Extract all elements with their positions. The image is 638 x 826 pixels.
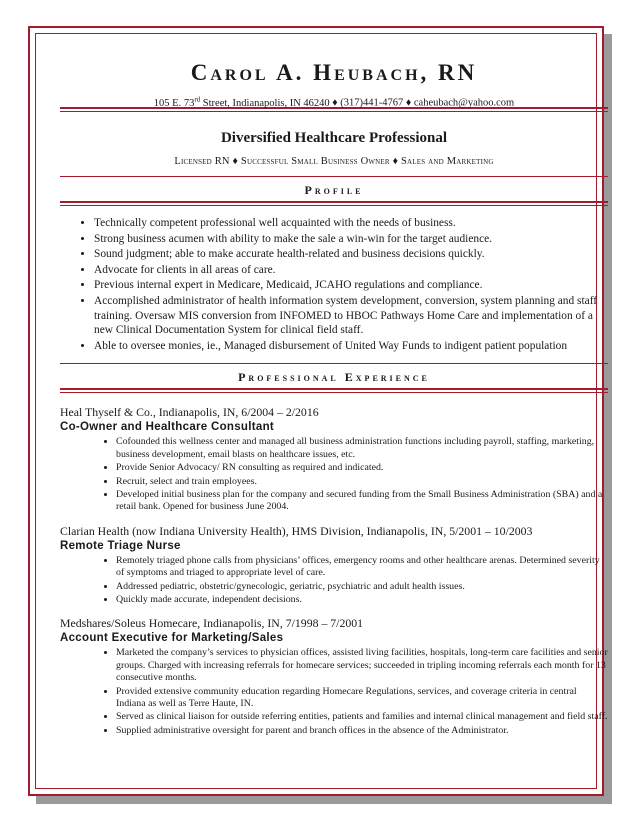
job-entry: [60, 524, 608, 607]
email-link[interactable]: caheubach@yahoo.com: [413, 97, 515, 109]
contact-separator: ♦: [403, 97, 414, 109]
experience-heading: Professional Experience: [238, 370, 430, 385]
job-org: Heal Thyself & Co., Indianapolis, IN, 6/2004 – 2/2016: [60, 405, 319, 420]
list-item: • Marketed the company’s services to physician offices, assisted living facilities, hospitals, long-term care facilities and senior groups. Charged with increasing referrals for homecare services; succeeded in tripling incoming referrals each month for 13 consecutive months.: [116, 647, 608, 684]
contact-separator: ♦: [329, 97, 341, 109]
phone: (317)441-4767: [340, 97, 404, 109]
job-org: Clarian Health (now Indiana University Health), HMS Division, Indianapolis, IN, 5/2001 – 10/2003: [60, 523, 533, 538]
job-title: Remote Triage Nurse: [60, 539, 181, 552]
job-duties: [60, 436, 608, 513]
list-item: • Previous internal expert in Medicare, Medicaid, JCAHO regulations and compliance.: [94, 278, 608, 293]
job-org: Medshares/Soleus Homecare, Indianapolis, IN, 7/1998 – 7/2001: [60, 616, 364, 631]
list-item: • Advocate for clients in all areas of care.: [94, 263, 608, 278]
list-item: • Provided extensive community education regarding Homecare Regulations, services, and coverage criteria in central Indiana as well as Terre Haute, IN.: [116, 686, 608, 711]
profile-heading: Profile: [304, 183, 364, 197]
list-item: • Quickly made accurate, independent decisions.: [116, 594, 608, 606]
list-item: • Technically competent professional well acquainted with the needs of business.: [94, 216, 608, 231]
experience-divider-top: [60, 363, 608, 364]
candidate-name: Carol A. Heubach, RN: [190, 60, 478, 85]
job-title: Account Executive for Marketing/Sales: [60, 632, 284, 645]
contact-line: [60, 91, 608, 107]
profile-divider-bottom: [60, 201, 608, 206]
list-item: • Cofounded this wellness center and managed all business administration functions including payroll, staffing, marketing, business development, email blasts on healthcare issues, etc.: [116, 436, 608, 461]
list-item: • Developed initial business plan for the company and secured funding from the Small Business Administration (SBA) and a retail bank. Opened for business June 2004.: [116, 489, 608, 514]
job-duties: [60, 555, 608, 607]
experience-divider-bottom: [60, 388, 608, 393]
job-entry: [60, 405, 608, 513]
list-item: • Able to oversee monies, ie., Managed disbursement of United Way Funds to indigent patient population: [94, 339, 608, 354]
list-item: • Supplied administrative oversight for parent and branch offices in the absence of the Administrator.: [116, 725, 608, 737]
headline: Diversified Healthcare Professional: [220, 130, 448, 146]
list-item: • Addressed pediatric, obstetric/gynecologic, geriatric, psychiatric and adult health issues.: [116, 581, 608, 593]
subheadline: Licensed RN ♦ Successful Small Business Owner ♦ Sales and Marketing: [174, 156, 494, 167]
job-duties: [60, 647, 608, 737]
profile-list: [60, 216, 608, 353]
resume-content: [60, 58, 608, 738]
list-item: • Provide Senior Advocacy/ RN consulting as required and indicated.: [116, 462, 608, 474]
list-item: • Served as clinical liaison for outside referring entities, patients and families and internal clinical management and field staff.: [116, 711, 608, 723]
job-title: Co-Owner and Healthcare Consultant: [60, 421, 275, 434]
address: 105 E. 73rd Street, Indianapolis, IN 46240: [153, 95, 330, 109]
job-entry: [60, 616, 608, 737]
list-item: • Accomplished administrator of health information system development, conversion, system planning and staff training. Oversaw MIS conversion from INFOMED to HBOC Pathways Home Care and implementation of a new Clinical Documentation System for clinical field staff.: [94, 294, 608, 338]
list-item: • Remotely triaged phone calls from physicians’ offices, emergency rooms and other healthcare arenas. Determined severity of symptoms and triaged to appropriate level of care.: [116, 555, 608, 580]
profile-divider-top: [60, 176, 608, 177]
list-item: • Sound judgment; able to make accurate health-related and business decisions quickly.: [94, 247, 608, 262]
list-item: • Strong business acumen with ability to make the sale a win-win for the target audience.: [94, 232, 608, 247]
resume-page: [28, 26, 608, 796]
list-item: • Recruit, select and train employees.: [116, 476, 608, 488]
